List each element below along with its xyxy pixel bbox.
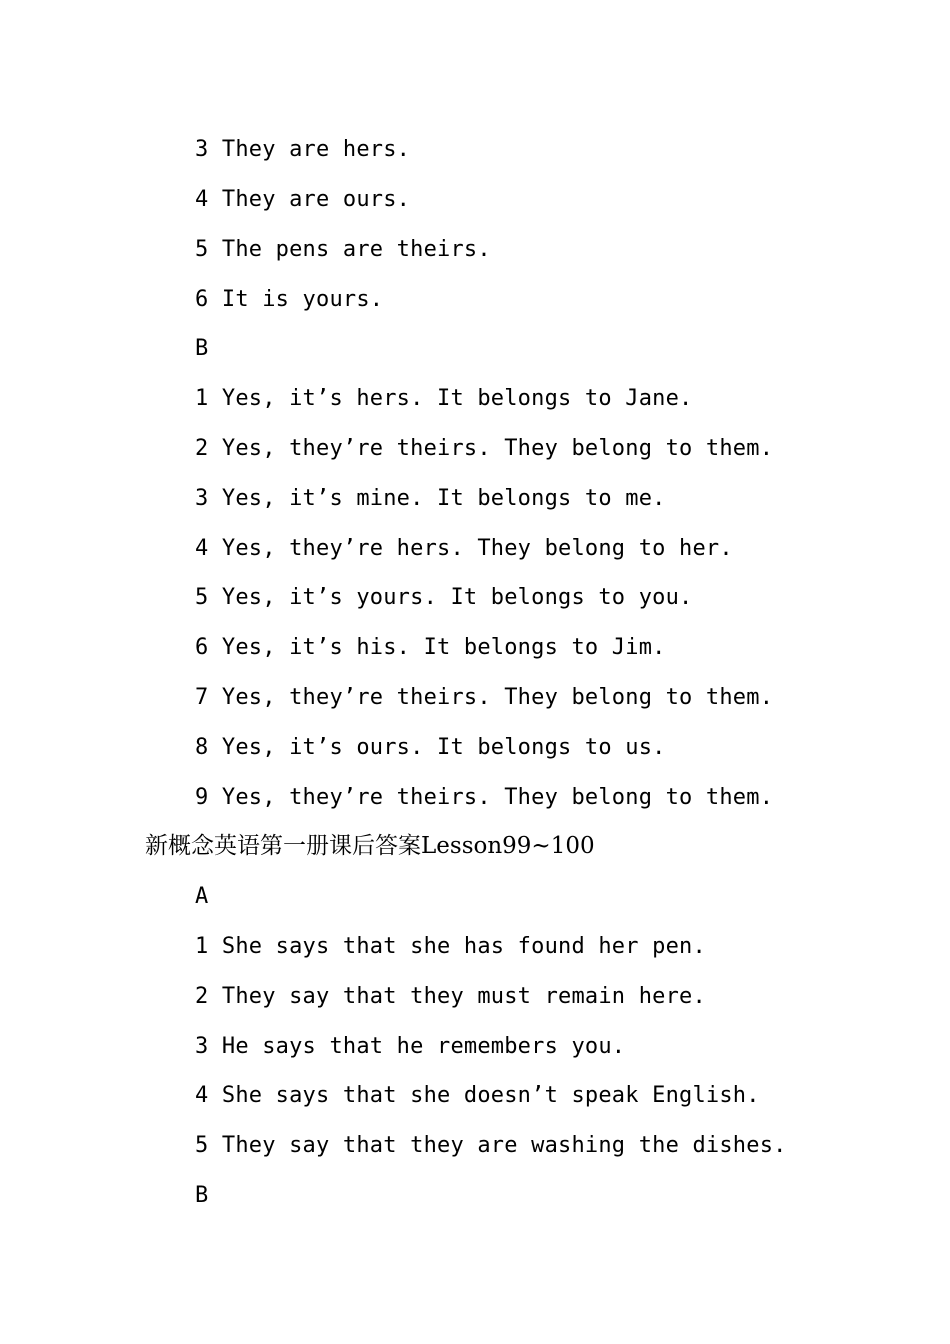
lesson-heading: 新概念英语第一册课后答案Lesson99~100 bbox=[145, 833, 595, 859]
answer-line: 2 They say that they must remain here. bbox=[195, 984, 706, 1009]
answer-line: 6 It is yours. bbox=[195, 287, 384, 312]
answer-line: 3 He says that he remembers you. bbox=[195, 1034, 626, 1059]
answer-line: 5 Yes, it’s yours. It belongs to you. bbox=[195, 585, 693, 610]
answer-line: 2 Yes, they’re theirs. They belong to them. bbox=[195, 436, 774, 461]
answer-line: 6 Yes, it’s his. It belongs to Jim. bbox=[195, 635, 666, 660]
answer-line: 4 Yes, they’re hers. They belong to her. bbox=[195, 536, 733, 561]
answer-line: 9 Yes, they’re theirs. They belong to them. bbox=[195, 785, 774, 810]
answer-line: 1 She says that she has found her pen. bbox=[195, 934, 706, 959]
answer-line: 1 Yes, it’s hers. It belongs to Jane. bbox=[195, 386, 693, 411]
exercise-label-b: B bbox=[195, 1183, 209, 1208]
answer-line: 8 Yes, it’s ours. It belongs to us. bbox=[195, 735, 666, 760]
answer-line: 4 She says that she doesn’t speak English. bbox=[195, 1083, 760, 1108]
answer-line: 7 Yes, they’re theirs. They belong to them. bbox=[195, 685, 774, 710]
answer-line: 3 Yes, it’s mine. It belongs to me. bbox=[195, 486, 666, 511]
answer-line: 5 They say that they are washing the dishes. bbox=[195, 1133, 787, 1158]
exercise-label-b: B bbox=[195, 336, 209, 361]
answer-line: 4 They are ours. bbox=[195, 187, 411, 212]
answer-line: 3 They are hers. bbox=[195, 137, 411, 162]
exercise-label-a: A bbox=[195, 884, 209, 909]
answer-line: 5 The pens are theirs. bbox=[195, 237, 491, 262]
